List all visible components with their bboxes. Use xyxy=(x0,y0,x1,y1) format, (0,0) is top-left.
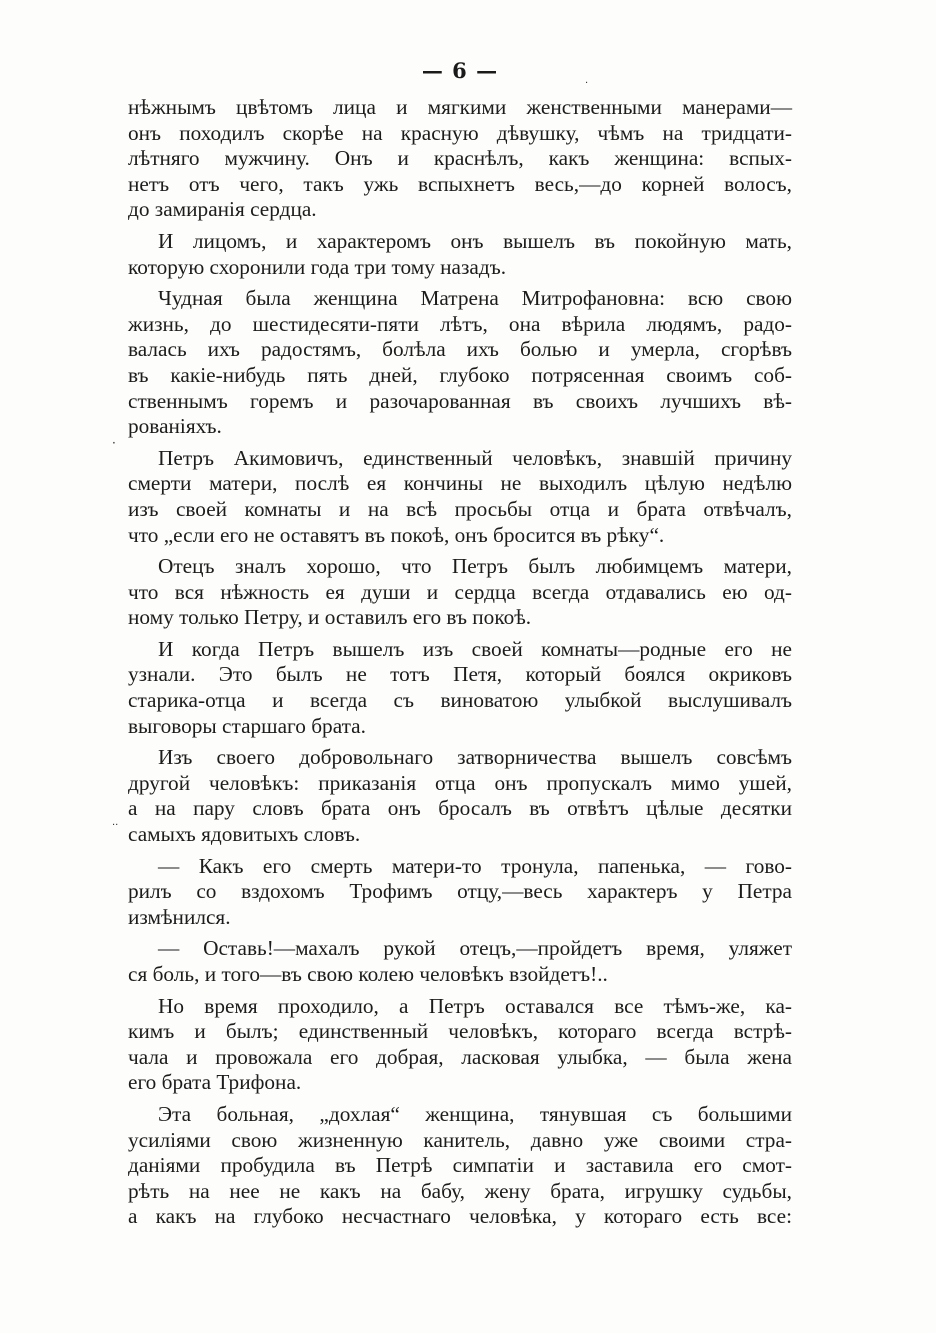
page-number: — 6 — xyxy=(421,58,499,83)
paragraph xyxy=(128,936,792,987)
ink-speck: · xyxy=(112,436,116,450)
paragraph xyxy=(128,854,792,931)
text-line: валась ихъ радостямъ, болѣла ихъ болью и умерла, сгорѣвъ xyxy=(128,337,792,362)
text-line: И лицомъ, и характеромъ онъ вышелъ въ покойную мать, xyxy=(158,228,792,253)
text-line: до замиранія сердца. xyxy=(128,197,317,222)
paragraph xyxy=(128,446,792,548)
text-line: изъ своей комнаты и на всѣ просьбы отца и брата отвѣчалъ, xyxy=(128,496,792,521)
text-line: измѣнился. xyxy=(128,904,231,929)
paragraph xyxy=(128,229,792,280)
text-line: что вся нѣжность ея души и сердца всегда отдавались ею од- xyxy=(128,579,792,604)
paragraph xyxy=(128,637,792,739)
paragraph xyxy=(128,745,792,847)
paragraph xyxy=(128,286,792,440)
ink-speck: ·· xyxy=(112,820,119,831)
text-line: ся боль, и того—въ свою колею человѣкъ взойдетъ!.. xyxy=(128,962,608,986)
ink-speck: · xyxy=(585,78,589,89)
paragraph xyxy=(128,1102,792,1230)
text-line: рѣть на нее не какъ на бабу, жену брата, игрушку судьбы, xyxy=(128,1178,792,1203)
text-line: его брата Трифона. xyxy=(128,1070,302,1095)
text-line: выговоры старшаго брата. xyxy=(128,713,366,738)
text-line: даніями пробудила въ Петрѣ симпатіи и заставила его смот- xyxy=(128,1153,792,1178)
text-line: усиліями свою жизненную канитель, давно уже своими стра- xyxy=(128,1127,792,1152)
text-line: Чудная была женщина Матрена Митрофановна: всю свою xyxy=(158,286,792,311)
text-line: въ какіе-нибудь пять дней, глубоко потрясенная своимъ соб- xyxy=(128,362,792,387)
text-line: И когда Петръ вышелъ изъ своей комнаты—родные его не xyxy=(158,636,792,661)
text-line: другой человѣкъ: приказанія отца онъ пропускалъ мимо ушей, xyxy=(128,770,792,795)
text-line: старика-отца и всегда съ виноватою улыбкой выслушивалъ xyxy=(128,688,792,713)
text-line: Эта больная, „дохлая“ женщина, тянувшая съ большими xyxy=(158,1101,792,1126)
paragraph xyxy=(128,95,792,223)
text-line: узнали. Это былъ не тотъ Петя, который боялся окриковъ xyxy=(128,662,792,687)
text-line: а какъ на глубоко несчастнаго человѣка, у котораго есть все: xyxy=(128,1204,792,1229)
text-line: чала и провожала его добрая, ласковая улыбка, — была жена xyxy=(128,1044,792,1069)
paragraph xyxy=(128,554,792,631)
text-line: онъ походилъ скорѣе на красную дѣвушку, чѣмъ на тридцати- xyxy=(128,120,792,145)
text-line: рованіяхъ. xyxy=(128,414,222,439)
text-line: а на пару словъ брата онъ бросалъ въ отвѣтъ цѣлые десятки xyxy=(128,796,792,821)
text-line: нѣжнымъ цвѣтомъ лица и мягкими женственными манерами— xyxy=(128,95,792,119)
text-line: лѣтняго мужчину. Онъ и краснѣлъ, какъ женщина: вспых- xyxy=(128,146,792,171)
text-line: — Какъ его смерть матери-то тронула, папенька, — гово- xyxy=(158,853,792,878)
text-line: рилъ со вздохомъ Трофимъ отцу,—весь характеръ у Петра xyxy=(128,879,792,904)
text-line: жизнь, до шестидесяти-пяти лѣтъ, она вѣрила людямъ, радо- xyxy=(128,311,792,336)
text-line: — Оставь!—махалъ рукой отецъ,—пройдетъ время, уляжет xyxy=(158,936,792,961)
text-line: ному только Петру, и оставилъ его въ покоѣ. xyxy=(128,605,532,630)
text-line: Но время проходило, а Петръ оставался все тѣмъ-же, ка- xyxy=(158,993,792,1018)
text-line: ственнымъ горемъ и разочарованная въ своихъ лучшихъ вѣ- xyxy=(128,388,792,413)
text-line: которую схоронили года три тому назадъ. xyxy=(128,254,507,279)
text-line: нетъ отъ чего, такъ ужь вспыхнетъ весь,—до корней волосъ, xyxy=(128,171,792,196)
text-line: Изъ своего добровольнаго затворничества вышелъ совсѣмъ xyxy=(158,745,792,770)
text-line: кимъ и былъ; единственный человѣкъ, котораго всегда встрѣ- xyxy=(128,1019,792,1044)
text-line: смерти матери, послѣ ея кончины не выходилъ цѣлую недѣлю xyxy=(128,471,792,496)
body-text xyxy=(128,95,792,1236)
text-line: что „если его не оставятъ въ покоѣ, онъ бросится въ рѣку“. xyxy=(128,522,665,547)
text-line: Отецъ зналъ хорошо, что Петръ былъ любимцемъ матери, xyxy=(158,554,792,579)
text-line: Петръ Акимовичъ, единственный человѣкъ, знавшій причину xyxy=(158,445,792,470)
text-line: самыхъ ядовитыхъ словъ. xyxy=(128,822,361,847)
paragraph xyxy=(128,994,792,1096)
